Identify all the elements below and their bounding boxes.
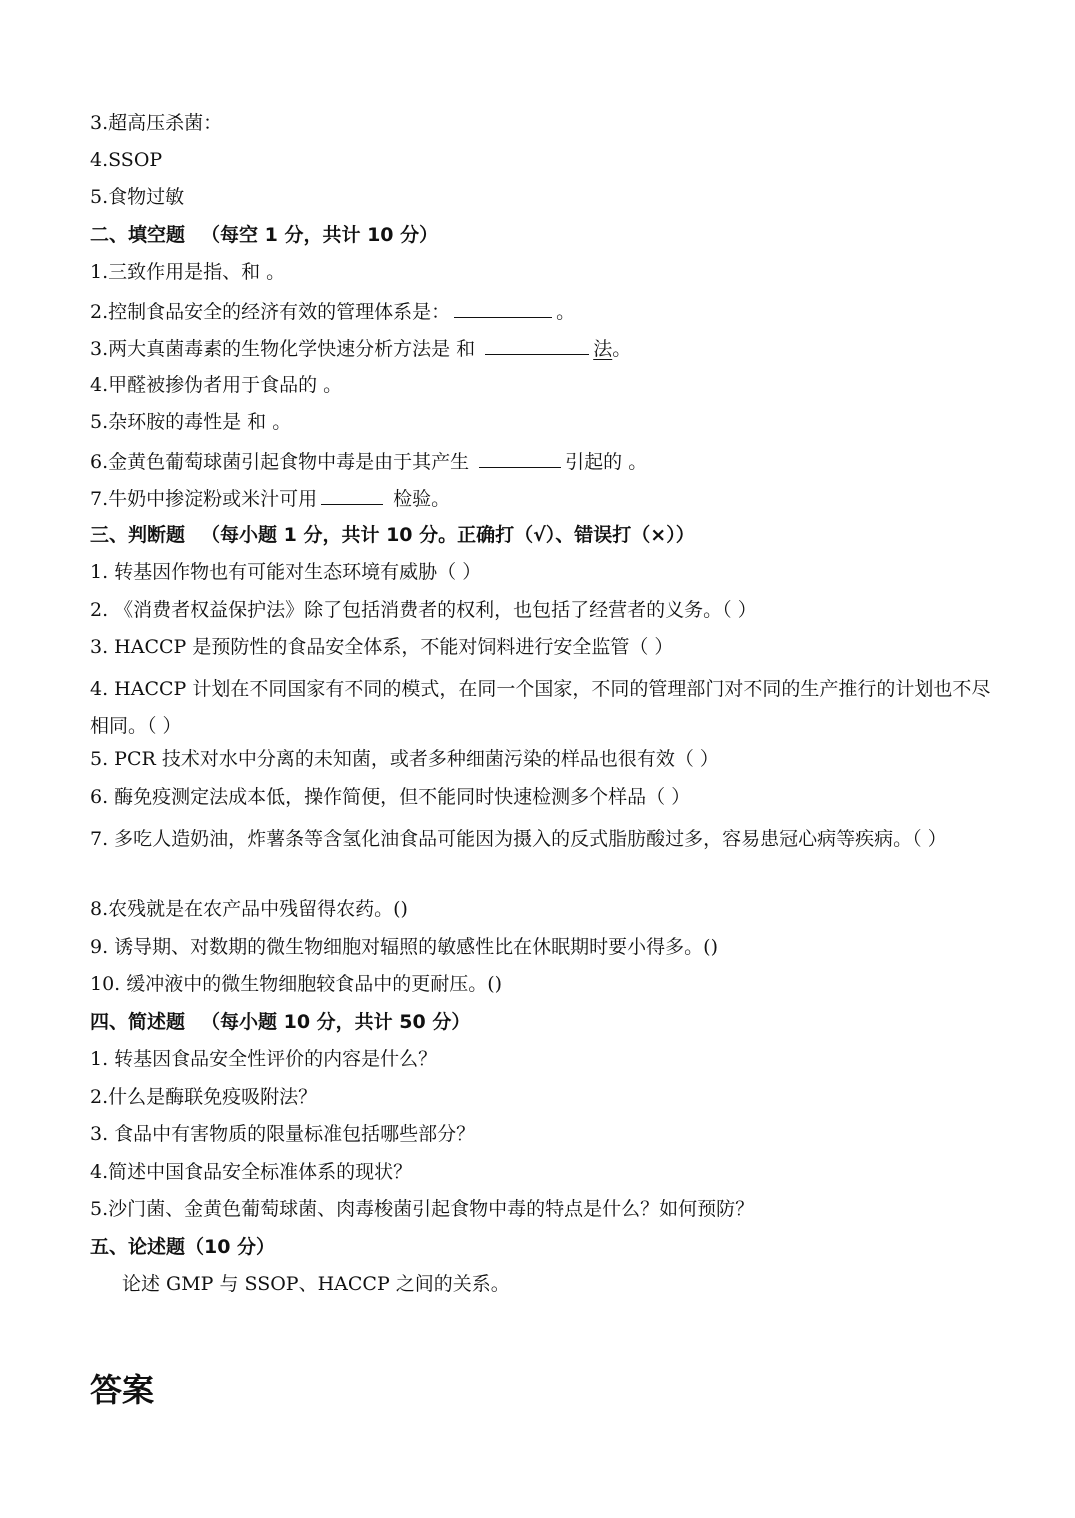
tf-item-6: 6. 酶免疫测定法成本低，操作简便，但不能同时快速检测多个样品（ ） xyxy=(90,786,691,808)
answer-blank xyxy=(454,297,552,318)
s1-item-5: 5.食物过敏 xyxy=(90,186,185,208)
q2-end: 。 xyxy=(556,301,576,323)
q7-text: 7.牛奶中掺淀粉或米汁可用 xyxy=(90,488,318,510)
short-answer-5: 5.沙门菌、金黄色葡萄球菌、肉毒梭菌引起食物中毒的特点是什么？如何预防？ xyxy=(90,1198,755,1220)
q2-text: 2.控制食品安全的经济有效的管理体系是： xyxy=(90,301,451,323)
q3-method: 法 xyxy=(593,338,613,360)
answer-blank xyxy=(479,447,561,468)
q3-end: 。 xyxy=(612,338,632,360)
fill-blank-q5: 5.杂环胺的毒性是 和 。 xyxy=(90,411,292,433)
q6-text: 6.金黄色葡萄球菌引起食物中毒是由于其产生 xyxy=(90,451,476,473)
fill-blank-q6 xyxy=(90,447,1005,475)
q3-text: 3.两大真菌毒素的生物化学快速分析方法是 和 xyxy=(90,338,482,360)
tf-item-5: 5. PCR 技术对水中分离的未知菌，或者多种细菌污染的样品也很有效（ ） xyxy=(90,748,719,770)
fill-blank-q4: 4.甲醛被掺伪者用于食品的 。 xyxy=(90,374,343,396)
section-note: （每小题 1 分，共计 10 分。正确打（√）、错误打（×）） xyxy=(201,524,695,546)
answer-blank xyxy=(321,484,383,505)
tf-item-10: 10. 缓冲液中的微生物细胞较食品中的更耐压。() xyxy=(90,973,503,995)
section-heading-essay: 五、论述题（10 分） xyxy=(90,1236,276,1258)
essay-question: 论述 GMP 与 SSOP、HACCP 之间的关系。 xyxy=(122,1273,510,1295)
tf-item-4: 4. HACCP 计划在不同国家有不同的模式，在同一个国家，不同的管理部门对不同的生产推行的计划也不尽相同。（ ） xyxy=(90,678,991,737)
short-answer-4: 4.简述中国食品安全标准体系的现状？ xyxy=(90,1161,413,1183)
tf-item-9: 9. 诱导期、对数期的微生物细胞对辐照的敏感性比在休眠期时要小得多。() xyxy=(90,936,718,958)
fill-blank-q1: 1.三致作用是指、和 。 xyxy=(90,261,286,283)
section-title: 三、判断题 xyxy=(90,524,186,546)
tf-item-3: 3. HACCP 是预防性的食品安全体系，不能对饲料进行安全监管（ ） xyxy=(90,636,674,658)
section-heading-short-answer xyxy=(90,1009,1005,1035)
section-title: 四、简述题 xyxy=(90,1011,186,1033)
q6-end: 引起的 。 xyxy=(565,451,648,473)
tf-item-1: 1. 转基因作物也有可能对生态环境有威胁（ ） xyxy=(90,561,482,583)
s1-item-3: 3.超高压杀菌： xyxy=(90,112,223,134)
fill-blank-q3 xyxy=(90,334,1005,362)
section-note: （每空 1 分，共计 10 分） xyxy=(201,224,439,246)
short-answer-3: 3. 食品中有害物质的限量标准包括哪些部分？ xyxy=(90,1123,476,1145)
tf-item-7: 7. 多吃人造奶油，炸薯条等含氢化油食品可能因为摄入的反式脂肪酸过多，容易患冠心病等疾病。（ ） xyxy=(90,828,947,850)
section-title: 二、填空题 xyxy=(90,224,186,246)
answer-blank xyxy=(485,334,589,355)
tf-item-8: 8.农残就是在农产品中残留得农药。() xyxy=(90,898,408,920)
section-heading-true-false xyxy=(90,522,1005,548)
tf-item-2: 2. 《消费者权益保护法》除了包括消费者的权利，也包括了经营者的义务。（ ） xyxy=(90,599,757,621)
fill-blank-q7 xyxy=(90,484,1005,512)
s1-item-4: 4.SSOP xyxy=(90,149,163,171)
section-note: （每小题 10 分，共计 50 分） xyxy=(201,1011,471,1033)
short-answer-1: 1. 转基因食品安全性评价的内容是什么？ xyxy=(90,1048,438,1070)
short-answer-2: 2.什么是酶联免疫吸附法？ xyxy=(90,1086,318,1108)
section-heading-fill-blank xyxy=(90,222,1005,248)
answer-title: 答案 xyxy=(90,1371,155,1409)
fill-blank-q2 xyxy=(90,297,1005,325)
q7-end: 检验。 xyxy=(387,488,451,510)
